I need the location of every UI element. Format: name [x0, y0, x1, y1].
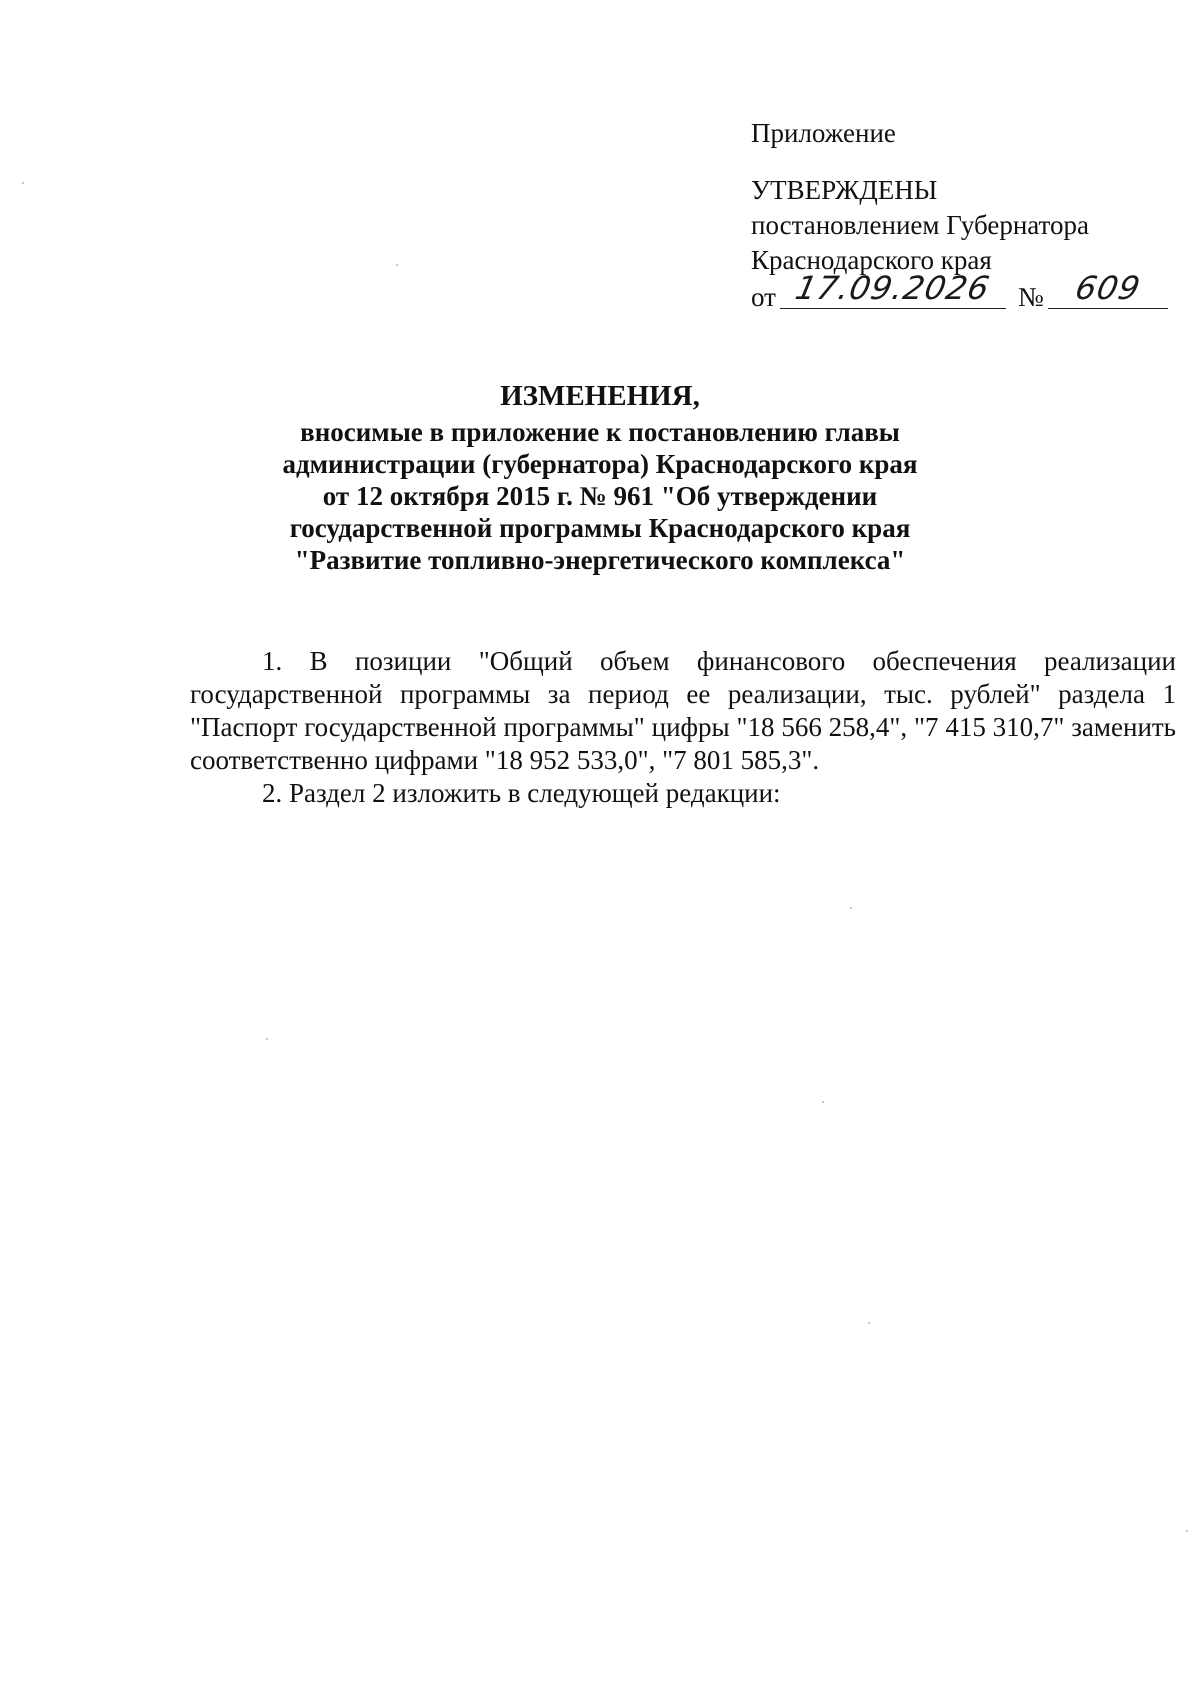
number-field: [1048, 269, 1168, 309]
title-heading: ИЗМЕНЕНИЯ,: [500, 380, 700, 412]
scan-speck: [868, 1322, 870, 1324]
title-line: вносимые в приложение к постановлению главы: [300, 417, 900, 447]
title-line: администрации (губернатора) Краснодарского края: [282, 449, 918, 479]
date-field: [780, 269, 1006, 309]
date-number-line: [751, 269, 1171, 315]
handwritten-number: 609: [1071, 269, 1144, 307]
region-label: Краснодарского края: [751, 245, 992, 275]
scan-speck: [396, 264, 398, 266]
handwritten-date: 17.09.2026: [792, 269, 994, 307]
title-line: государственной программы Краснодарского края: [289, 513, 911, 543]
scan-speck: [1186, 1530, 1188, 1532]
scan-speck: [22, 182, 24, 184]
title-line: "Развитие топливно-энергетического комплекса": [294, 545, 906, 575]
approved-label: УТВЕРЖДЕНЫ: [751, 175, 938, 205]
appendix-label: Приложение: [751, 118, 896, 148]
paragraph-1: 1. В позиции "Общий объем финансового обеспечения реализации государственной программы за период ее реализации, тыс. рублей" раздела 1 "Паспорт государственной программы" цифры "18 566 258,4", "7 415 310,7" заменить соответственно цифрами "18 952 533,0", "7 801 585,3".: [190, 646, 1176, 775]
scan-speck: [266, 1038, 268, 1040]
paragraph-2: 2. Раздел 2 изложить в следующей редакции:: [262, 778, 781, 808]
scan-speck: [850, 907, 852, 909]
from-label: от: [751, 282, 776, 312]
document-body: [190, 645, 1176, 810]
number-label: №: [1017, 282, 1044, 312]
scan-speck: [822, 1101, 824, 1103]
title-line: от 12 октября 2015 г. № 961 "Об утверждении: [322, 481, 878, 511]
document-title: [240, 380, 960, 576]
approval-block: [751, 116, 1171, 315]
resolution-label: постановлением Губернатора: [751, 210, 1089, 240]
